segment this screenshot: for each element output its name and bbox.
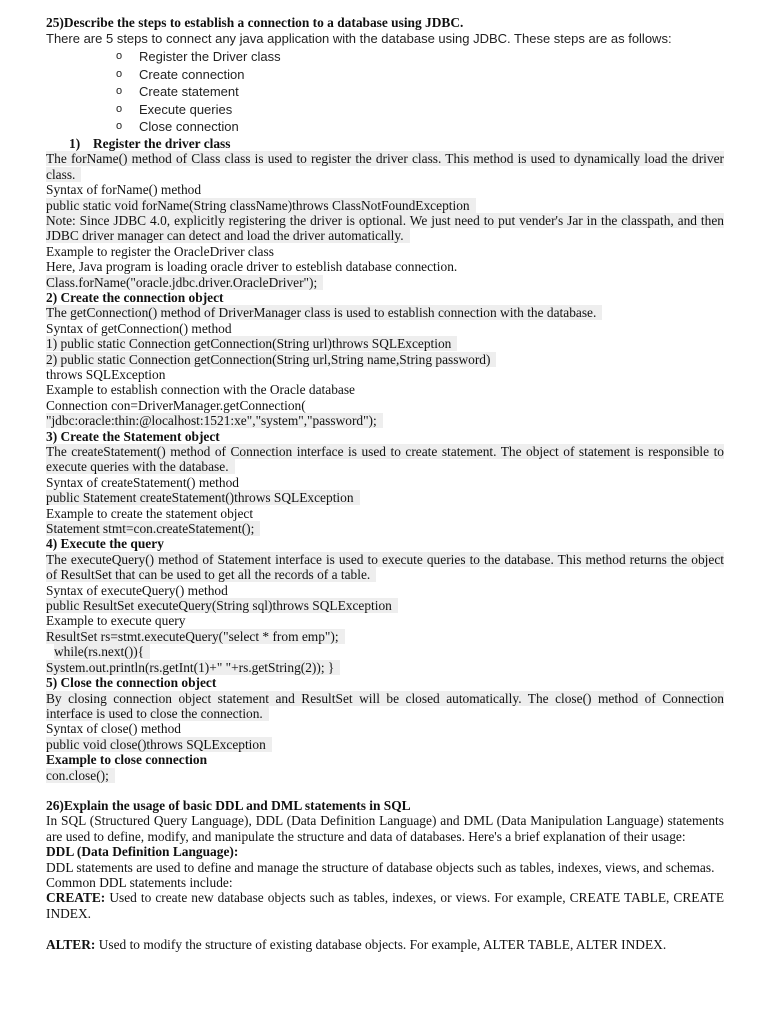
bullet-icon: o [116,49,123,62]
bullet-icon: o [116,85,123,98]
ddl-create-item [46,890,724,921]
document-page [46,15,724,953]
step-4-syntax-code: public ResultSet executeQuery(String sql)throws SQLException [46,598,724,613]
list-item: o Register the Driver class [116,48,281,64]
step-2-syntax-code-1: 1) public static Connection getConnection(String url)throws SQLException [46,336,724,351]
step-1-syntax-label: Syntax of forName() method [46,182,202,198]
question-26-intro: In SQL (Structured Query Language), DDL (Data Definition Language) and DML (Data Manipulation Language) statements are used to define, modify, and manipulate the structure and data of databases. Here's a brief explanation of their usage: [46,813,724,844]
question-26-heading: 26)Explain the usage of basic DDL and DML statements in SQL [46,797,411,813]
step-2-heading: 2) Create the connection object [46,289,224,305]
step-4-description: The executeQuery() method of Statement interface is used to execute queries to the database. This method returns the object of ResultSet that can be used to get all the records of a table. [46,551,724,583]
step-3-example-code: Statement stmt=con.createStatement(); [46,521,724,536]
step-3-syntax-label: Syntax of createStatement() method [46,474,239,490]
step-4-example-code-3: System.out.println(rs.getInt(1)+" "+rs.getString(2)); } [46,660,724,675]
steps-list [46,48,724,136]
step-2-syntax-code-2: 2) public static Connection getConnection(String url,String name,String password) [46,352,724,367]
step-2-example-code-2: "jdbc:oracle:thin:@localhost:1521:xe","system","password"); [46,413,724,428]
step-1-heading [46,136,724,151]
step-3-heading: 3) Create the Statement object [46,428,220,444]
alter-description: Used to modify the structure of existing database objects. For example, ALTER TABLE, ALTER INDEX. [95,937,667,953]
ddl-common-label: Common DDL statements include: [46,874,233,890]
step-1-example-label: Example to register the OracleDriver class [46,243,274,259]
step-4-syntax-label: Syntax of executeQuery() method [46,582,228,598]
step-5-syntax-code: public void close()throws SQLException [46,737,724,752]
step-1-example-text: Here, Java program is loading oracle driver to esteblish database connection. [46,259,458,275]
step-5-description: By closing connection object statement and ResultSet will be closed automatically. The close() method of Connection interface is used to close the connection. [46,690,724,721]
spacer [46,921,724,937]
step-1-number: 1) [69,135,81,151]
step-2-example-code-1: Connection con=DriverManager.getConnection( [46,397,306,413]
ddl-description: DDL statements are used to define and manage the structure of database objects such as tables, indexes, views, and schemas. [46,859,715,875]
bullet-icon: o [116,120,123,133]
step-2-example-label: Example to establish connection with the Oracle database [46,382,355,398]
create-description: Used to create new database objects such as tables, indexes, or views. For example, CREATE TABLE, CREATE INDEX. [46,890,724,921]
ddl-alter-item [46,937,724,952]
step-1-example-code: Class.forName("oracle.jdbc.driver.OracleDriver"); [46,275,724,290]
alter-term: ALTER: [46,937,96,953]
step-3-description: The createStatement() method of Connection interface is used to create statement. The object of statement is responsible to execute queries with the database. [46,444,724,475]
step-4-example-code-1: ResultSet rs=stmt.executeQuery("select * from emp"); [46,629,724,644]
step-4-example-code-2: while(rs.next()){ [46,644,724,659]
step-5-example-code: con.close(); [46,768,724,783]
list-item: o Create connection [116,66,245,82]
step-5-syntax-label: Syntax of close() method [46,721,181,737]
spacer [46,783,724,798]
step-4-heading: 4) Execute the query [46,536,164,552]
step-2-syntax-label: Syntax of getConnection() method [46,320,232,336]
step-1-syntax-code: public static void forName(String className)throws ClassNotFoundException [46,198,724,213]
create-term: CREATE: [46,890,106,906]
step-1-note: Note: Since JDBC 4.0, explicitly registering the driver is optional. We just need to put vender's Jar in the classpath, and then JDBC driver manager can detect and load the driver automatically. [46,212,724,244]
bullet-icon: o [116,67,123,80]
step-1-description: The forName() method of Class class is used to register the driver class. This method is used to dynamically load the driver class. [46,151,724,182]
step-3-syntax-code: public Statement createStatement()throws SQLException [46,490,724,505]
step-4-example-label: Example to execute query [46,613,186,629]
ddl-heading: DDL (Data Definition Language): [46,844,239,860]
step-1-title: Register the driver class [93,135,231,151]
list-item: o Create statement [116,84,239,100]
step-2-description: The getConnection() method of DriverManager class is used to establish connection with the database. [46,305,724,320]
question-25-heading: 25)Describe the steps to establish a connection to a database using JDBC. [46,15,464,30]
list-item: o Execute queries [116,101,233,117]
question-25-intro: There are 5 steps to connect any java application with the database using JDBC. These steps are as follows: [46,31,672,47]
step-2-syntax-code-3: throws SQLException [46,366,166,382]
step-5-example-label: Example to close connection [46,752,208,768]
list-item: o Close connection [116,119,239,135]
bullet-icon: o [116,102,123,115]
step-5-heading: 5) Close the connection object [46,675,217,691]
step-3-example-label: Example to create the statement object [46,505,254,521]
